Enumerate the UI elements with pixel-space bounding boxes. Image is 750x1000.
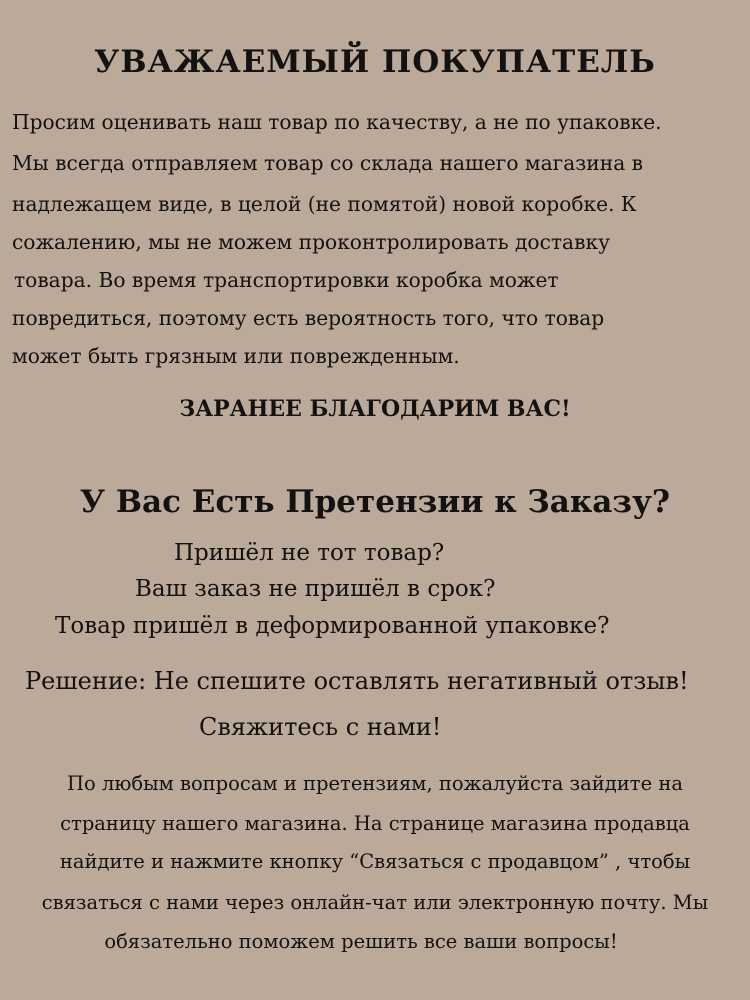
intro-line-1: Просим оценивать наш товар по качеству, а не по упаковке.	[12, 110, 662, 134]
details-line-5: обязательно поможем решить все ваши вопросы!	[104, 930, 618, 953]
claims-heading: У Вас Есть Претензии к Заказу?	[79, 484, 671, 520]
question-wrong-item: Пришёл не тот товар?	[174, 540, 445, 566]
intro-line-2: Мы всегда отправляем товар со склада нашего магазина в	[12, 151, 644, 175]
solution-text: Решение: Не спешите оставлять негативный отзыв!	[25, 667, 689, 695]
details-line-1: По любым вопросам и претензиям, пожалуйста зайдите на	[67, 772, 683, 795]
intro-line-7: может быть грязным или поврежденным.	[12, 344, 460, 368]
intro-line-4: сожалению, мы не можем проконтролировать доставку	[12, 230, 610, 254]
intro-line-6: повредиться, поэтому есть вероятность того, что товар	[12, 306, 605, 330]
details-line-3: найдите и нажмите кнопку “Связаться с продавцом” , чтобы	[59, 850, 691, 873]
thanks-text: ЗАРАНЕЕ БЛАГОДАРИМ ВАС!	[179, 396, 571, 422]
contact-us-text: Свяжитесь с нами!	[199, 713, 442, 741]
details-line-2: страницу нашего магазина. На странице магазина продавца	[60, 812, 690, 835]
question-damaged-package: Товар пришёл в деформированной упаковке?	[55, 613, 610, 639]
intro-line-5: товара. Во время транспортировки коробка может	[14, 268, 559, 292]
intro-line-3: надлежащем виде, в целой (не помятой) новой коробке. К	[12, 192, 637, 216]
question-late-order: Ваш заказ не пришёл в срок?	[135, 576, 496, 602]
details-line-4: связаться с нами через онлайн-чат или электронную почту. Мы	[41, 891, 709, 914]
page-title: УВАЖАЕМЫЙ ПОКУПАТЕЛЬ	[94, 44, 656, 80]
